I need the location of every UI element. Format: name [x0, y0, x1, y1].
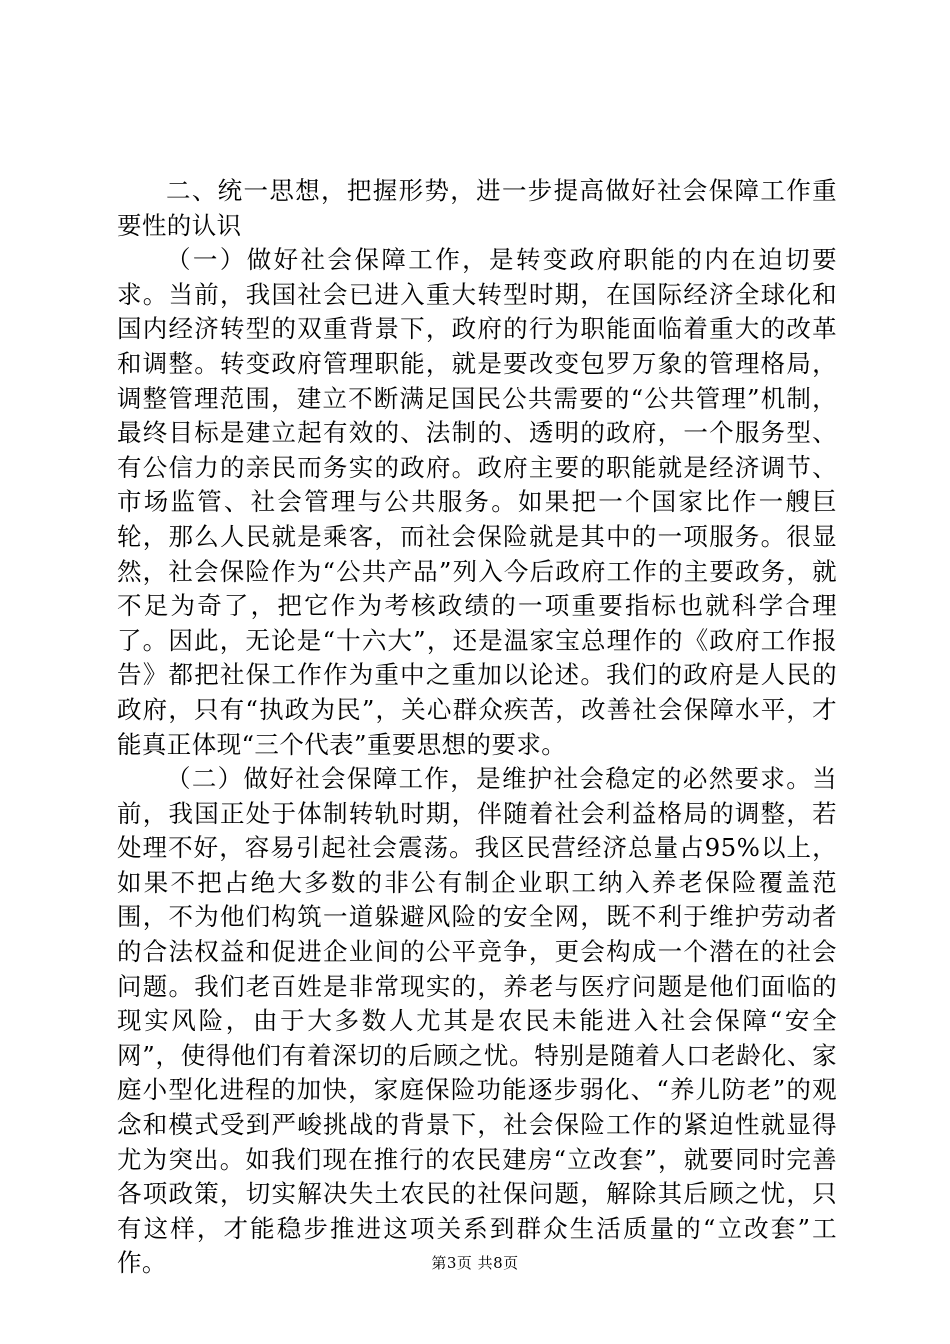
document-body [117, 174, 837, 1281]
body-paragraph-2: （二）做好社会保障工作，是维护社会稳定的必然要求。当前，我国正处于体制转轨时期，伴随着社会利益格局的调整，若处理不好，容易引起社会震荡。我区民营经济总量占95%以上，如果不把占绝大多数的非公有制企业职工纳入养老保险覆盖范围，不为他们构筑一道躲避风险的安全网，既不利于维护劳动者的合法权益和促进企业间的公平竞争，更会构成一个潜在的社会问题。我们老百姓是非常现实的，养老与医疗问题是他们面临的现实风险，由于大多数人尤其是农民未能进入社会保障“安全网”，使得他们有着深切的后顾之忧。特别是随着人口老龄化、家庭小型化进程的加快，家庭保险功能逐步弱化、“养儿防老”的观念和模式受到严峻挑战的背景下，社会保险工作的紧迫性就显得尤为突出。如我们现在推行的农民建房“立改套”，就要同时完善各项政策，切实解决失土农民的社保问题，解除其后顾之忧，只有这样，才能稳步推进这项关系到群众生活质量的“立改套”工作。 [117, 764, 837, 1278]
section-heading-paragraph: 二、统一思想，把握形势，进一步提高做好社会保障工作重要性的认识 [117, 176, 837, 240]
page-number-footer: 第3页 共8页 [431, 1254, 519, 1272]
body-paragraph-1: （一）做好社会保障工作，是转变政府职能的内在迫切要求。当前，我国社会已进入重大转型时期，在国际经济全球化和国内经济转型的双重背景下，政府的行为职能面临着重大的改革和调整。转变政府管理职能，就是要改变包罗万象的管理格局，调整管理范围，建立不断满足国民公共需要的“公共管理”机制，最终目标是建立起有效的、法制的、透明的政府，一个服务型、有公信力的亲民而务实的政府。政府主要的职能就是经济调节、市场监管、社会管理与公共服务。如果把一个国家比作一艘巨轮，那么人民就是乘客，而社会保险就是其中的一项服务。很显然，社会保险作为“公共产品”列入今后政府工作的主要政务，就不足为奇了，把它作为考核政绩的一项重要指标也就科学合理了。因此，无论是“十六大”，还是温家宝总理作的《政府工作报告》都把社保工作作为重中之重加以论述。我们的政府是人民的政府，只有“执政为民”，关心群众疾苦，改善社会保障水平，才能真正体现“三个代表”重要思想的要求。 [117, 245, 837, 759]
